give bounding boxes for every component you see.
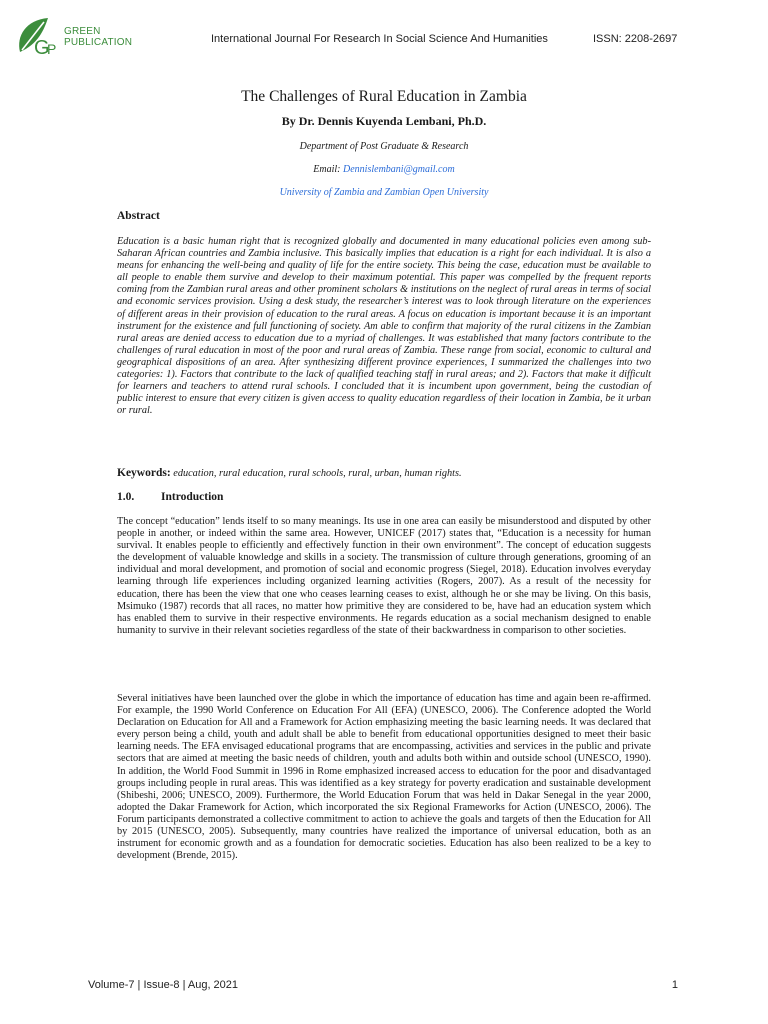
email-link[interactable]: Dennislembani@gmail.com [343, 164, 455, 175]
email-label: Email: [313, 164, 344, 175]
logo-text-publication: PUBLICATION [64, 37, 133, 48]
intro-paragraph-2: Several initiatives have been launched over the globe in which the importance of education has time and again been re-affirmed. For example, the 1990 World Conference on Education For All (EFA) (UNESCO, 2006). The Conference adopted the World Declaration on Education for All and a Framework for Action emphasizing meeting the basic learning needs. It was declared that every person being a child, youth and adult shall be able to benefit from educational opportunities designed to meet their basic learning needs. The EFA envisaged educational programs that are encompassing, activities and services in the public and private sectors that are aimed at meeting the basic needs of children, youth and adults both within and outside school (UNESCO, 1990). In addition, the World Food Summit in 1996 in Rome emphasized increased access to education for the poor and disadvantaged groups including people in rural areas. This was identified as a key strategy for poverty eradication and sustainable development (Shibeshi, 2006; UNESCO, 2009). Furthermore, the World Education Forum that was held in Dakar Senegal in the year 2000, adopted the Dakar Framework for Action, which incorporated the six Regional Frameworks for Action (UNESCO, 2006). The Forum participants demonstrated a collective commitment to action to achieve the goals and targets of then the Education for All by 2015 (UNESCO, 2005). Subsequently, many countries have realized the importance of universal education, both as an instrument for economic growth and as a foundation for democratic societies. Education has also been realized to be a key to development (Brende, 2015). [117, 693, 651, 862]
volume-issue: Volume-7 | Issue-8 | Aug, 2021 [88, 979, 239, 991]
university-affiliation: University of Zambia and Zambian Open University [279, 187, 489, 198]
keywords-line [117, 467, 651, 479]
abstract-heading: Abstract [117, 210, 160, 222]
issn: ISSN: 2208-2697 [593, 33, 678, 45]
logo-text [64, 26, 132, 48]
svg-text:G: G [34, 37, 50, 59]
title-block [0, 88, 768, 198]
page-header [14, 14, 708, 60]
svg-text:P: P [47, 41, 57, 57]
page-number: 1 [671, 979, 678, 991]
section-title: Introduction [161, 491, 224, 503]
logo-text-green: GREEN [64, 26, 101, 37]
intro-paragraph-1: The concept “education” lends itself to so many meanings. Its use in one area can easily be misunderstood and disputed by other people in another, or indeed within the same area. However, UNICEF (2017) states that, “Education is a necessity for human survival. It enables people to efficiently and effectively function in their own environment”. The concept of education suggests the development of valuable knowledge and skills in a society. The transmission of culture through generations, grooming of an individual and moral development, and promotion of social and economic progress (Siegel, 2018). Education involves everyday learning through life experiences including organized learning activities (Rogers, 2007). As a result of the necessity for education, there has been the view that one who ceases learning ceases to exist, although he or she may be living. On this basis, Msimuko (1987) records that all races, no matter how primitive they are considered to be, have had an education system which has enabled them to survive in their respective environments. He regards education as a social mechanism designed to enable humanity to survive in their relevant societies regardless of the state of their backwardness in comparison to other societies. [117, 516, 651, 636]
department: Department of Post Graduate & Research [299, 141, 469, 152]
journal-name: International Journal For Research In Social Science And Humanities [211, 33, 548, 45]
abstract-text: Education is a basic human right that is recognized globally and documented in many educational policies even among sub-Saharan African countries and Zambia inclusive. This basically implies that education is a right for each individual. It is also a means for enhancing the well-being and quality of life for the entire society. This being the case, education must be available to all people to enable them survive and develop to their maximum potential. This paper was compelled by the frequent reports coming from the Zambian rural areas and other prominent scholars & institutions on the neglect of rural areas in terms of social and economic services provision. Using a desk study, the researcher’s interest was to look through literature on the experiences of different areas in their provision of education to the rural areas. A focus on education is important because it is an important instrument for the existence and full functioning of society. Am able to confirm that majority of the rural citizens in the Zambian rural areas are denied access to education due to a myriad of challenges. It was established that many factors contribute to the challenges of rural education in most of the poor and rural areas of Zambia. These range from social, economic to cultural and geographical dispositions of an area. After synthesizing different province experiences, I summarized the challenges into two categories: 1). Factors that contribute to the lack of qualified teaching staff in rural areas; and 2). Factors that make it difficult for learners and teachers to attend rural schools. I concluded that it is incumbent upon government, being the custodian of public interest to ensure that every citizen is given access to quality education regardless of their location in Zambia, be it urban or rural. [117, 236, 651, 417]
leaf-logo-icon [14, 14, 62, 60]
keywords-text: education, rural education, rural schools, rural, urban, human rights. [170, 468, 462, 479]
keywords-label: Keywords: [117, 467, 171, 479]
section-number: 1.0. [117, 491, 135, 503]
section-heading-introduction [117, 491, 651, 503]
author-line: By Dr. Dennis Kuyenda Lembani, Ph.D. [281, 114, 487, 128]
paper-title: The Challenges of Rural Education in Zambia [241, 88, 527, 105]
email-line [0, 164, 768, 175]
publisher-logo [14, 14, 144, 60]
